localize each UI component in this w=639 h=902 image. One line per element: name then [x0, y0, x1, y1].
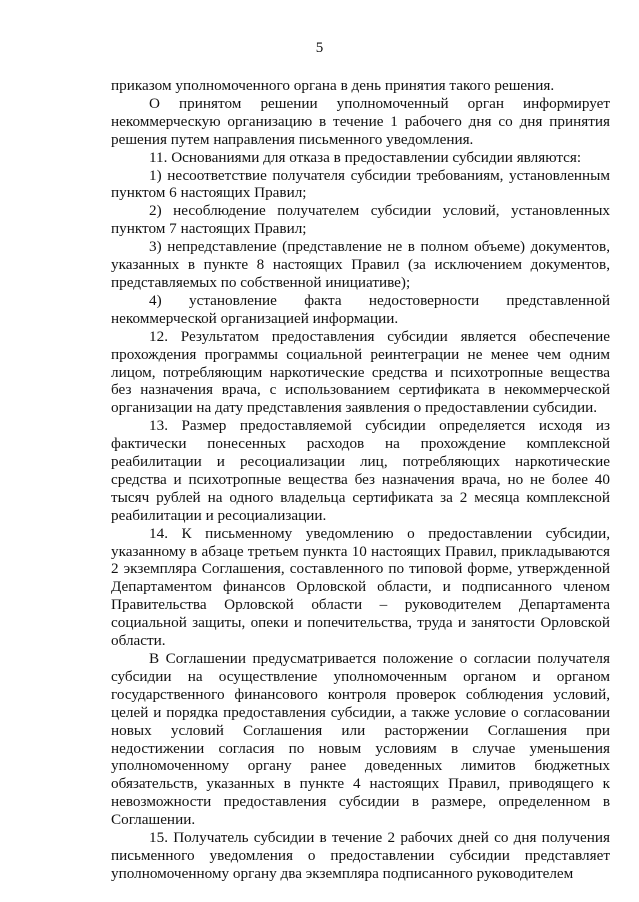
paragraph-13: 13. Размер предоставляемой субсидии определяется исходя из фактически понесенных расходов на прохождение комплексной реабилитации и ресоциализации лиц, потребляющих наркотические средства и психотропные вещества без назначения врача, но не более 40 тысяч рублей на одного владельца сертификата за 2 месяца комплексной реабилитации и ресоциализации.: [111, 417, 610, 524]
paragraph-continuation: приказом уполномоченного органа в день принятия такого решения.: [111, 77, 555, 94]
paragraph-11-item-2: 2) несоблюдение получателем субсидии условий, установленных пунктом 7 настоящих Правил;: [111, 202, 610, 238]
paragraph-14: 14. К письменному уведомлению о предоставлении субсидии, указанному в абзаце третьем пункта 10 настоящих Правил, прикладываются 2 экземпляра Соглашения, составленного по типовой форме, утвержденной Департаментом финансов Орловской области, и подписанного членом Правительства Орловской области – руководителем Департамента социальной защиты, опеки и попечительства, труда и занятости Орловской области.: [111, 524, 610, 650]
paragraph-12: 12. Результатом предоставления субсидии является обеспечение прохождения программы социальной реинтеграции не менее чем одним лицом, потребляющим наркотические средства и психотропные вещества без назначения врача, с использованием сертификата в некоммерческой организации на дату представления заявления о предоставлении субсидии.: [111, 327, 610, 417]
paragraph-notification: О принятом решении уполномоченный орган информирует некоммерческую организацию в течение 1 рабочего дня со дня принятия решения путем направления письменного уведомления.: [111, 94, 610, 148]
paragraph-agreement: В Соглашении предусматривается положение о согласии получателя субсидии на осуществление уполномоченным органом и органом государственного финансового контроля проверок соблюдения условий, целей и порядка предоставления субсидии, а также условие о согласовании новых условий Соглашения или расторжении Соглашения при недостижении согласия по новым условиям в случае уменьшения уполномоченному органу ранее доведенных лимитов бюджетных обязательств, указанных в пункте 4 настоящих Правил, приводящего к невозможности предоставления субсидии в размере, определенном в Соглашении.: [111, 650, 610, 829]
paragraph-11-item-3: 3) непредставление (представление не в полном объеме) документов, указанных в пункте 8 настоящих Правил (за исключением документов, представляемых по собственной инициативе);: [111, 238, 610, 291]
paragraph-11-heading: 11. Основаниями для отказа в предоставлении субсидии являются:: [149, 148, 582, 166]
page-number: 5: [315, 40, 324, 56]
paragraph-15: 15. Получатель субсидии в течение 2 рабочих дней со дня получения письменного уведомления о предоставлении субсидии представляет уполномоченному органу два экземпляра подписанного руководителем: [111, 829, 610, 882]
paragraph-11-item-1: 1) несоответствие получателя субсидии требованиям, установленным пунктом 6 настоящих Правил;: [111, 166, 610, 202]
paragraph-11-item-4: 4) установление факта недостоверности представленной некоммерческой организацией информации.: [111, 291, 610, 327]
document-body: [111, 77, 610, 883]
